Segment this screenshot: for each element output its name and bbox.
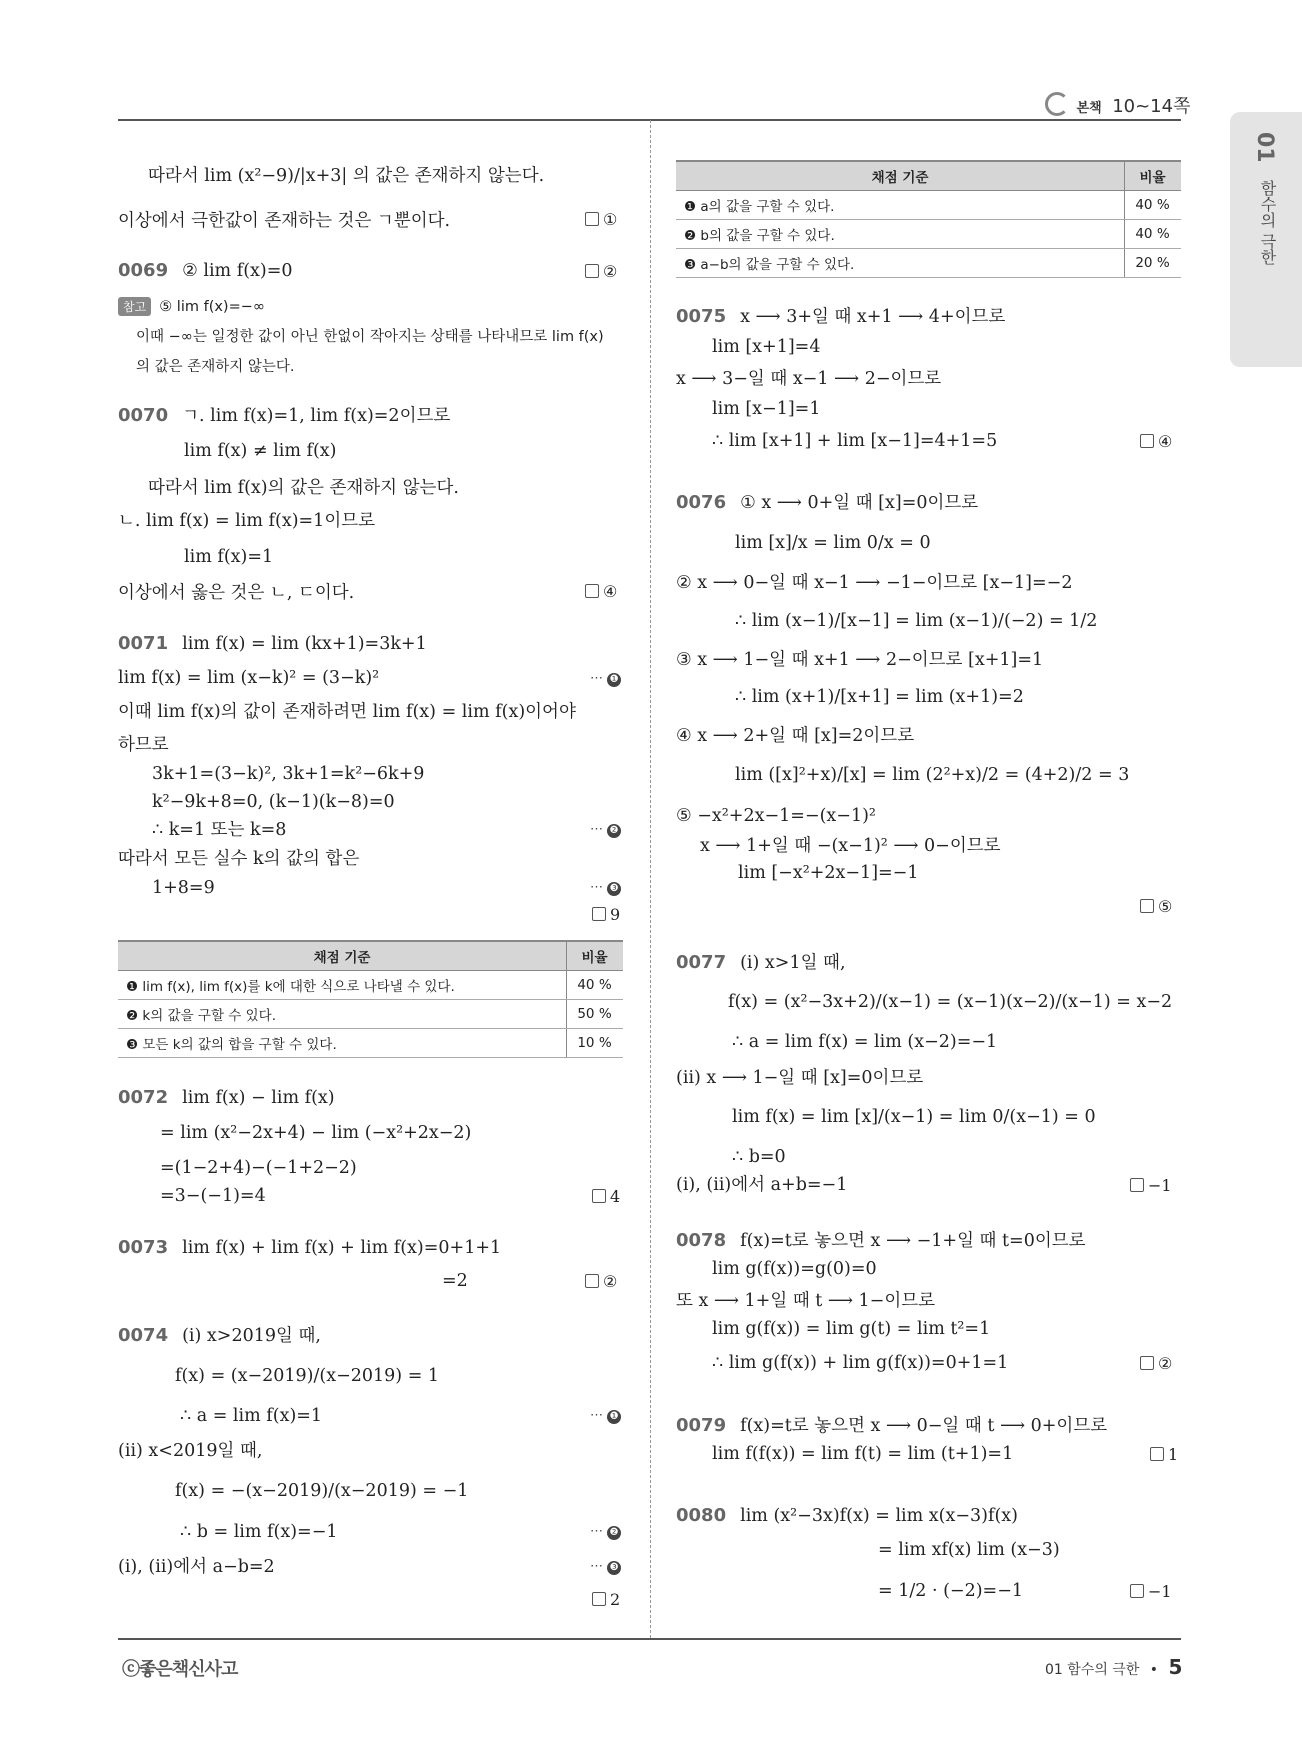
p0078-line-3: 또 x ⟶ 1+일 때 t ⟶ 1−이므로 (676, 1291, 936, 1311)
table-head-criteria: 채점 기준 (676, 161, 1125, 191)
answer-icon (585, 1274, 599, 1288)
footer-chapter (1045, 1655, 1182, 1679)
p0076-line-2: lim [x]/x = lim 0/x = 0 (735, 533, 931, 553)
publisher-logo: ⓒ좋은책신사고 (122, 1659, 238, 1680)
p0078-line-4: lim g(f(x)) = lim g(t) = lim t²=1 (712, 1319, 991, 1339)
answer-icon (1140, 434, 1154, 448)
table-head-ratio: 비율 (1125, 161, 1182, 191)
note-line-1: 참고 ⑤ lim f(x)=−∞ (118, 297, 265, 316)
answer-0073: ② (585, 1272, 617, 1291)
p0072-line-3: =(1−2+4)−(−1+2−2) (160, 1158, 357, 1178)
answer-icon (585, 264, 599, 278)
p0078-line-2: lim g(f(x))=g(0)=0 (712, 1259, 877, 1279)
answer-0075: ④ (1140, 432, 1172, 451)
answer-icon (592, 1592, 606, 1606)
step-1: ⋯ ❶ (590, 671, 621, 687)
step-3: ⋯ ❸ (590, 1559, 621, 1575)
p0071-line-4: 하므로 (118, 735, 169, 755)
table-row: ❸ 모든 k의 값의 합을 구할 수 있다. 10 % (118, 1029, 623, 1058)
table-row: ❶ lim f(x), lim f(x)를 k에 대한 식으로 나타낼 수 있다. 40 % (118, 971, 623, 1000)
problem-0074: 0074 (ⅰ) x>2019일 때, (118, 1325, 321, 1346)
answer-icon (1140, 899, 1154, 913)
problem-0069: 0069 ② lim f(x)=0 (118, 260, 293, 281)
chapter-label: 01 함수의 극한 (1045, 1662, 1140, 1678)
p0074-line-3: ∴ a = lim f(x)=1 (180, 1406, 323, 1426)
header-ref (1045, 92, 1190, 118)
answer-0079: 1 (1150, 1445, 1178, 1464)
p0080-line-2: = lim xf(x) lim (x−3) (878, 1540, 1060, 1560)
p0076-line-9: ⑤ −x²+2x−1=−(x−1)² (676, 806, 876, 826)
p0074-line-5: f(x) = −(x−2019)/(x−2019) = −1 (175, 1481, 469, 1501)
p0070-line-2: lim f(x) ≠ lim f(x) (184, 441, 337, 461)
p0076-line-3: ② x ⟶ 0−일 때 x−1 ⟶ −1−이므로 [x−1]=−2 (676, 573, 1073, 593)
problem-0075: 0075 x ⟶ 3+일 때 x+1 ⟶ 4+이므로 (676, 306, 1006, 327)
p0079-line-2: lim f(f(x)) = lim f(t) = lim (t+1)=1 (712, 1444, 1014, 1464)
problem-0076: 0076 ① x ⟶ 0+일 때 [x]=0이므로 (676, 492, 979, 513)
p0076-line-10: x ⟶ 1+일 때 −(x−1)² ⟶ 0−이므로 (700, 836, 1001, 856)
table-head-ratio: 비율 (567, 941, 624, 971)
answer-icon (585, 584, 599, 598)
chapter-title: 함수의 극한 (1258, 180, 1277, 266)
p0070-line-6: 이상에서 옳은 것은 ㄴ, ㄷ이다. (118, 583, 355, 603)
answer-0077: −1 (1130, 1176, 1172, 1195)
problem-0072: 0072 lim f(x) − lim f(x) (118, 1087, 335, 1108)
problem-0080: 0080 lim (x²−3x)f(x) = lim x(x−3)f(x) (676, 1505, 1018, 1526)
step-3: ⋯ ❸ (590, 880, 621, 896)
p0077-line-3: ∴ a = lim f(x) = lim (x−2)=−1 (732, 1032, 998, 1052)
p0075-line-2: lim [x+1]=4 (712, 337, 821, 357)
p0077-line-6: ∴ b=0 (732, 1147, 786, 1167)
answer-icon (1130, 1584, 1144, 1598)
p0077-line-5: lim f(x) = lim [x]/(x−1) = lim 0/(x−1) = 0 (732, 1107, 1096, 1127)
answer-0080: −1 (1130, 1582, 1172, 1601)
answer-0072: 4 (592, 1187, 620, 1206)
p0076-line-5: ③ x ⟶ 1−일 때 x+1 ⟶ 2−이므로 [x+1]=1 (676, 650, 1044, 670)
problem-0070: 0070 ㄱ. lim f(x)=1, lim f(x)=2이므로 (118, 405, 451, 426)
p0071-line-7: ∴ k=1 또는 k=8 (152, 820, 287, 840)
p0070-line-3: 따라서 lim f(x)의 값은 존재하지 않는다. (148, 478, 459, 498)
p0077-line-2: f(x) = (x²−3x+2)/(x−1) = (x−1)(x−2)/(x−1) = x−2 (728, 992, 1173, 1012)
p0076-line-6: ∴ lim (x+1)/[x+1] = lim (x+1)=2 (735, 687, 1024, 707)
page-number: 5 (1168, 1655, 1183, 1679)
answer-0068: ① (585, 210, 617, 229)
answer-0070: ④ (585, 582, 617, 601)
problem-0071: 0071 lim f(x) = lim (kx+1)=3k+1 (118, 633, 427, 654)
p0076-line-4: ∴ lim (x−1)/[x−1] = lim (x−1)/(−2) = 1/2 (735, 611, 1098, 631)
table-head-criteria: 채점 기준 (118, 941, 567, 971)
answer-icon (585, 212, 599, 226)
problem-0077: 0077 (ⅰ) x>1일 때, (676, 952, 846, 973)
answer-icon (592, 1189, 606, 1203)
p0075-line-3: x ⟶ 3−일 때 x−1 ⟶ 2−이므로 (676, 369, 942, 389)
column-divider (650, 120, 651, 1638)
table-row: ❷ k의 값을 구할 수 있다. 50 % (118, 1000, 623, 1029)
p0075-line-4: lim [x−1]=1 (712, 399, 821, 419)
p0076-line-8: lim ([x]²+x)/[x] = lim (2²+x)/2 = (4+2)/2 = 3 (735, 765, 1130, 785)
problem-0073: 0073 lim f(x) + lim f(x) + lim f(x)=0+1+1 (118, 1237, 502, 1258)
p0074-line-2: f(x) = (x−2019)/(x−2019) = 1 (175, 1366, 440, 1386)
step-1: ⋯ ❶ (590, 1408, 621, 1424)
left-line-2: 이상에서 극한값이 존재하는 것은 ㄱ뿐이다. (118, 211, 451, 231)
p0071-line-9: 1+8=9 (152, 878, 215, 898)
answer-0071: 9 (592, 905, 620, 924)
p0070-line-4: ㄴ. lim f(x) = lim f(x)=1이므로 (118, 511, 376, 531)
p0071-line-6: k²−9k+8=0, (k−1)(k−8)=0 (152, 792, 395, 812)
p0072-line-2: = lim (x²−2x+4) − lim (−x²+2x−2) (160, 1123, 472, 1143)
p0077-line-4: (ⅱ) x ⟶ 1−일 때 [x]=0이므로 (676, 1068, 924, 1088)
chapter-side-tab (1230, 112, 1302, 367)
p0072-line-4: =3−(−1)=4 (160, 1186, 266, 1206)
footer-separator: • (1149, 1662, 1159, 1678)
note-tag: 참고 (118, 297, 151, 316)
answer-0069: ② (585, 262, 617, 281)
answer-icon (1130, 1178, 1144, 1192)
chapter-number: 01 (1252, 132, 1277, 163)
scoring-table-left (118, 940, 623, 1058)
p0074-line-6: ∴ b = lim f(x)=−1 (180, 1522, 338, 1542)
table-row: ❸ a−b의 값을 구할 수 있다. 20 % (676, 249, 1181, 278)
p0074-line-4: (ⅱ) x<2019일 때, (118, 1441, 263, 1461)
p0071-line-8: 따라서 모든 실수 k의 값의 합은 (118, 849, 360, 869)
page-range: 10~14쪽 (1112, 96, 1191, 117)
p0071-line-3: 이때 lim f(x)의 값이 존재하려면 lim f(x) = lim f(x)이어야 (118, 702, 576, 722)
answer-0074: 2 (592, 1590, 620, 1609)
table-row: ❷ b의 값을 구할 수 있다. 40 % (676, 220, 1181, 249)
table-row: ❶ a의 값을 구할 수 있다. 40 % (676, 191, 1181, 220)
step-2: ⋯ ❷ (590, 1524, 621, 1540)
p0076-line-11: lim [−x²+2x−1]=−1 (738, 863, 919, 883)
p0073-line-2: =2 (442, 1271, 468, 1291)
step-2: ⋯ ❷ (590, 822, 621, 838)
p0075-line-5: ∴ lim [x+1] + lim [x−1]=4+1=5 (712, 431, 998, 451)
p0070-line-5: lim f(x)=1 (184, 547, 274, 567)
answer-icon (592, 907, 606, 921)
left-line-1: 따라서 lim (x²−9)/|x+3| 의 값은 존재하지 않는다. (148, 166, 545, 186)
refresh-icon (1045, 92, 1069, 116)
note-line-2: 이때 −∞는 일정한 값이 아닌 한없이 작아지는 상태를 나타내므로 lim f(x) (136, 329, 604, 345)
p0071-line-2: lim f(x) = lim (x−k)² = (3−k)² (118, 668, 380, 688)
p0077-line-7: (ⅰ), (ⅱ)에서 a+b=−1 (676, 1175, 848, 1195)
answer-icon (1140, 1356, 1154, 1370)
p0078-line-5: ∴ lim g(f(x)) + lim g(f(x))=0+1=1 (712, 1353, 1009, 1373)
answer-0076: ⑤ (1140, 897, 1172, 916)
problem-0079: 0079 f(x)=t로 놓으면 x ⟶ 0−일 때 t ⟶ 0+이므로 (676, 1415, 1108, 1436)
answer-0078: ② (1140, 1354, 1172, 1373)
answer-icon (1150, 1447, 1164, 1461)
footer-rule (118, 1638, 1181, 1640)
scoring-table-right (676, 160, 1181, 278)
p0080-line-3: = 1/2 · (−2)=−1 (878, 1581, 1023, 1601)
p0074-line-7: (ⅰ), (ⅱ)에서 a−b=2 (118, 1557, 275, 1577)
problem-0078: 0078 f(x)=t로 놓으면 x ⟶ −1+일 때 t=0이므로 (676, 1230, 1086, 1251)
p0076-line-7: ④ x ⟶ 2+일 때 [x]=2이므로 (676, 726, 915, 746)
ref-label: 본책 (1076, 101, 1102, 116)
note-line-3: 의 값은 존재하지 않는다. (136, 359, 295, 375)
p0071-line-5: 3k+1=(3−k)², 3k+1=k²−6k+9 (152, 764, 425, 784)
